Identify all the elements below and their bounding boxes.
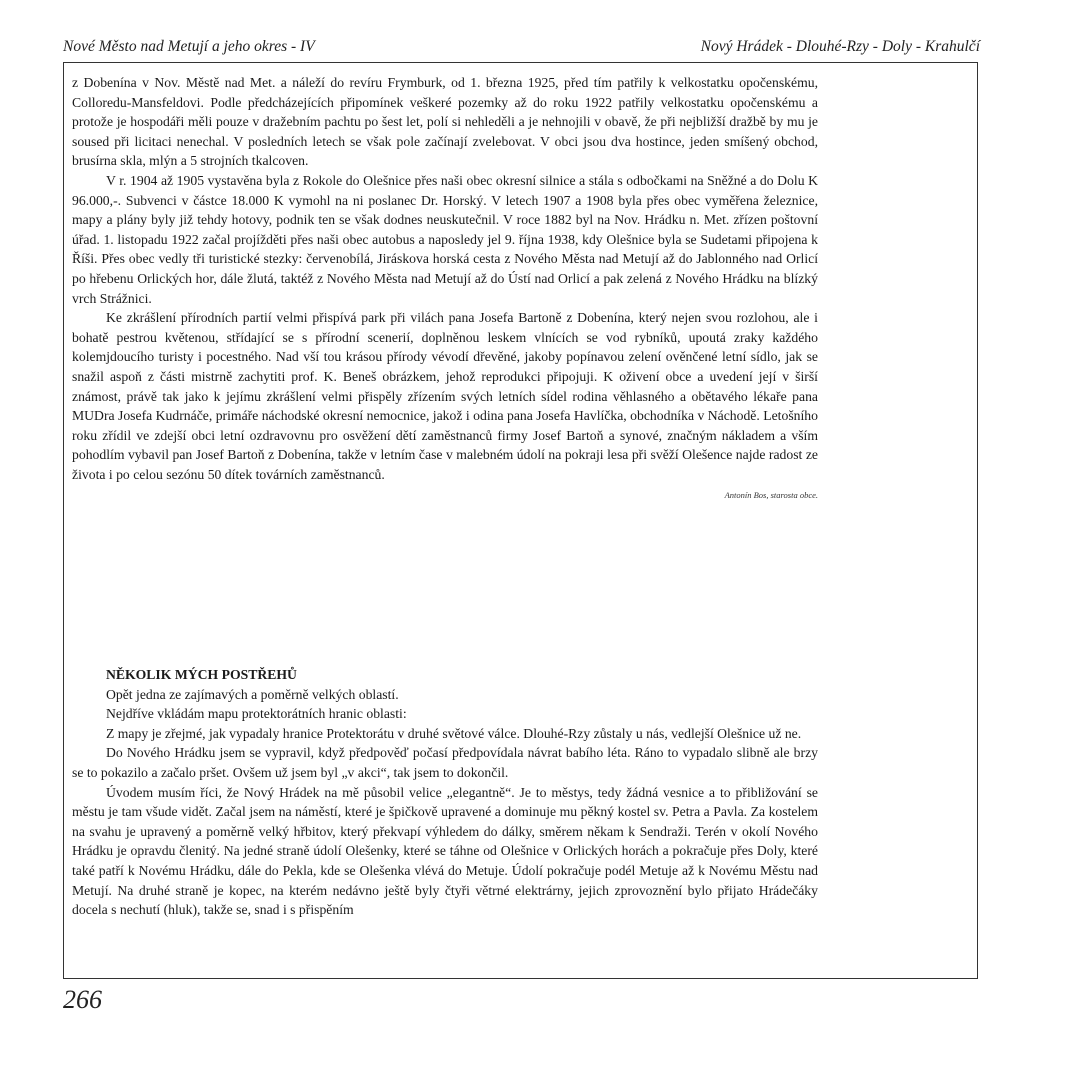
running-header-left: Nové Město nad Metují a jeho okres - IV	[63, 38, 315, 55]
page-number: 266	[63, 985, 102, 1014]
paragraph: z Dobenína v Nov. Městě nad Met. a náleží do revíru Frymburk, od 1. března 1925, před tím patřily k velkostatku opočenskému, Colloredu-Mansfeldovi. Podle předcházejících připomínek veškeré pozemky až do roku 1922 patřily velkostatku opočenskému a protože je hospodáři měli pouze v dražebním pachtu po šest let, polí si nehleděli a je nehnojili v obavě, že při nejbližší dražbě by mu je soused při licitaci nenechal. V posledních letech se však pole začínají zvelebovat. V obci jsou dva hostince, jeden smíšený obchod, brusírna skla, mlýn a 5 strojních tkalcoven.	[72, 75, 818, 169]
paragraph: Opět jedna ze zajímavých a poměrně velkých oblastí.	[106, 686, 399, 702]
section-municipal-history	[72, 73, 818, 506]
section-observations	[72, 665, 818, 920]
paragraph: Z mapy je zřejmé, jak vypadaly hranice Protektorátu v druhé světové válce. Dlouhé-Rzy zůstaly u nás, vedlejší Olešnice už ne.	[106, 725, 802, 741]
paragraph: Ke zkrášlení přírodních partií velmi přispívá park při vilách pana Josefa Bartoně z Dobenína, který nejen svou rozlohou, ale i bohatě pestrou květenou, střídající se s přírodní scenerií, doplněnou leskem vlnících se vod rybníků, upoutá zraky každého kolemjdoucího turisty i pocestného. Nad vší tou krásou přírody vévodí dřevěné, jakoby popínavou zelení ověnčené letní sídlo, jak se snažil aspoň z části mistrně zachytiti prof. K. Beneš obrázkem, jehož reprodukci připojuji. K oživení obce a uvedení její v širší známost, právě tak jako k jejímu zkrášlení velmi přispěly zřízením svých letních sídel rodina věhlasného a obětavého lékaře pana MUDra Josefa Kudrnáče, primáře náchodské okresní nemocnice, jakož i odina pana Josefa Havlíčka, obchodníka v Náchodě. Letošního roku zřídil ve zdejší obci letní ozdravovnu pro osvěžení dětí zaměstnanců firmy Josef Bartoň a synové, značným nákladem a vším pohodlím vybavil pan Josef Bartoň z Dobenína, takže v letním čase v malebném údolí na pokraji lesa při svěží Olešence najde radost ze života i po celou sezónu 50 dítek továrních zaměstnanců.	[72, 310, 818, 482]
section-heading: NĚKOLIK MÝCH POSTŘEHŮ	[106, 667, 297, 682]
paragraph: Nejdříve vkládám mapu protektorátních hranic oblasti:	[106, 706, 407, 722]
paragraph: V r. 1904 až 1905 vystavěna byla z Rokole do Olešnice přes naši obec okresní silnice a stála s odbočkami na Sněžné a do Dolu K 96.000,-. Subvenci v částce 18.000 K vymohl na ni poslanec Dr. Horský. V letech 1907 a 1908 byla přes obec vyměřena železnice, mapy a plány byly již tehdy hotovy, podnik ten se však dodnes neuskutečnil. V roce 1882 byl na Nov. Hrádku n. Met. zřízen poštovní úřad. 1. listopadu 1922 začal projížděti přes naši obec autobus a naposledy jel 9. října 1938, kdy Olešnice byla se Sudetami připojena k Říši. Přes obec vedly tři turistické stezky: červenobílá, Jiráskova horská cesta z Nového Města nad Metují až do Jablonného nad Orlicí po hřebenu Orlických hor, dále žlutá, taktéž z Nového Města nad Metují až do Ústí nad Orlicí a pak zelená z Nového Hrádku na blízký vrch Strážnici.	[72, 172, 818, 306]
paragraph: Úvodem musím říci, že Nový Hrádek na mě působil velice „elegantně“. Je to městys, tedy žádná vesnice a to přibližování se městu je tam všude vidět. Začal jsem na náměstí, které je špičkově upravené a dominuje mu pěkný kostel sv. Petra a Pavla. Za kostelem na svahu je upravený a poměrně velký hřbitov, který překvapí výhledem do dálky, směrem někam k Sendraži. Terén v okolí Nového Hrádku je opravdu členitý. Na jedné straně údolí Olešenky, které se táhne od Olešnice v Orlických horách a pokračuje přes Doly, které také patří k Novému Hrádku, dále do Pekla, kde se Olešenka vlévá do Metuje. Údolí pokračuje podél Metuje až k Novému Městu nad Metují. Na druhé straně je kopec, na kterém nedávno ještě byly čtyři větrné elektrárny, jejich zprovoznění bylo přijato Hrádečáky docela s nechutí (hluk), takže se, snad i s přispěním	[72, 784, 818, 918]
running-header-right: Nový Hrádek - Dlouhé-Rzy - Doly - Krahulčí	[700, 38, 980, 55]
signature: Antonín Bos, starosta obce.	[724, 490, 818, 501]
paragraph: Do Nového Hrádku jsem se vypravil, když předpověď počasí předpovídala návrat babího léta. Ráno to vypadalo slibně ale brzy se to pokazilo a začalo pršet. Ovšem už jsem byl „v akci“, tak jsem to dokončil.	[72, 745, 818, 780]
